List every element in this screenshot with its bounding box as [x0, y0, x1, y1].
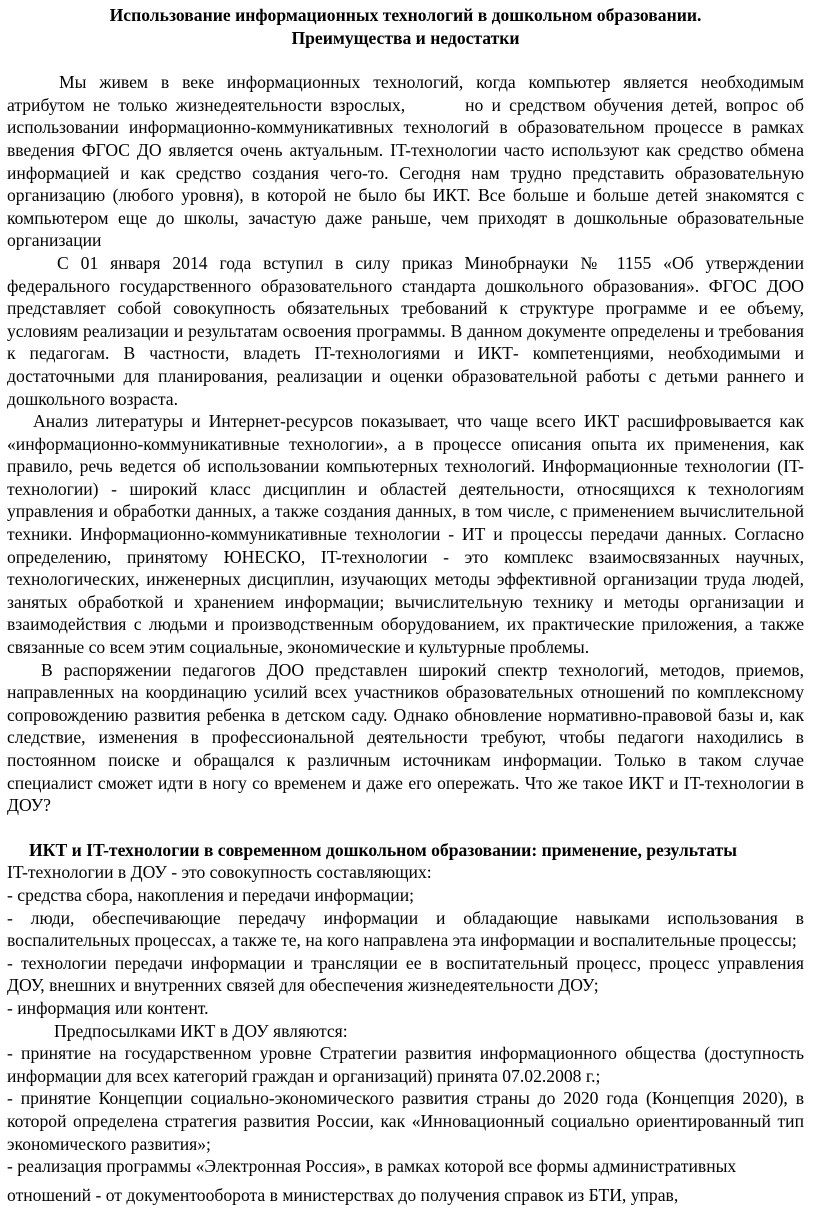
title-line-1: Использование информационных технологий в дошкольном образовании.: [109, 5, 702, 25]
document-title: [7, 4, 804, 49]
paragraph-intro-part-2: но и средством обучения детей, вопрос об использовании информационно-коммуникативных технологий в образовательном процессе в рамках введения ФГОС ДО является очень актуальным. IT-технологии часто используют как средство обмена информацией и как средство создания чего-то. Сегодня нам трудно представить образовательную организацию (любого уровня), в которой не было бы ИКТ. Все больше и больше детей знакомятся с компьютером еще до школы, зачастую даже раньше, чем приходят в дошкольные образовательные организации: [7, 94, 804, 251]
section-heading: ИКТ и IT-технологии в современном дошкольном образовании: применение, результаты: [29, 839, 737, 860]
list-item: - средства сбора, накопления и передачи информации;: [7, 884, 414, 905]
prerequisite-item-continued: отношений - от документооборота в министерствах до получения справок из БТИ, управ,: [7, 1184, 679, 1205]
paragraph-intro: [7, 71, 804, 252]
section-intro: IT-технологии в ДОУ - это совокупность составляющих:: [7, 862, 432, 883]
paragraph-analysis: Анализ литературы и Интернет-ресурсов показывает, что чаще всего ИКТ расшифровывается как «информационно-коммуникативные технологии», а в процессе описания опыта их применения, как правило, речь ведется об использовании компьютерных технологий. Информационные технологии (IT-технологии) - широкий класс дисциплин и областей деятельности, относящихся к технологиям управления и обработки данных, а также создания данных, в том числе, с применением вычислительной техники. Информационно-коммуникативные технологии - ИТ и процессы передачи данных. Согласно определению, принятому ЮНЕСКО, IT-технологии - это комплекс взаимосвязанных научных, технологических, инженерных дисциплин, изучающих методы эффективной организации труда людей, занятых обработкой и хранением информации; вычислительную технику и методы организации и взаимодействия с людьми и производственным оборудованием, их практические приложения, а также связанные со всем этим социальные, экономические и культурные проблемы.: [7, 411, 804, 658]
list-item: - люди, обеспечивающие передачу информации и обладающие навыками использования в воспалительных процессах, а также те, на кого направлена эта информации и воспалительные процессы;: [7, 907, 804, 951]
prerequisites-intro: Предпосылками ИКТ в ДОУ являются:: [54, 1020, 348, 1041]
prerequisite-item: - принятие Концепции социально-экономического развития страны до 2020 года (Концепция 2020), в которой определена стратегия развития России, как «Инновационный социально ориентированный тип экономического развития»;: [7, 1088, 804, 1154]
list-item: - технологии передачи информации и трансляции ее в воспитательный процесс, процесс управления ДОУ, внешних и внутренних связей для обеспечения жизнедеятельности ДОУ;: [7, 952, 804, 996]
prerequisite-item: - принятие на государственном уровне Стратегии развития информационного общества (доступность информации для всех категорий граждан и организаций) принята 07.02.2008 г.;: [7, 1043, 804, 1086]
title-line-2: Преимущества и недостатки: [291, 27, 520, 48]
prerequisite-item: - реализация программы «Электронная Россия», в рамках которой все формы административных: [7, 1156, 737, 1177]
list-item: - информация или контент.: [7, 997, 209, 1018]
paragraph-intro-part-1: Мы живем в веке информационных технологий, когда компьютер является необходимым атрибутом не только жизнедеятельности взрослых,: [7, 72, 804, 115]
spacer: [7, 49, 804, 71]
paragraph-fgos: С 01 января 2014 года вступил в силу приказ Минобрнауки № 1155 «Об утверждении федерального государственного образовательного стандарта дошкольного образования». ФГОС ДОО представляет собой совокупность обязательных требований к структуре программе и ее объему, условиям реализации и результатам освоения программы. В данном документе определены и требования к педагогам. В частности, владеть IT-технологиями и ИКТ- компетенциями, необходимыми и достаточными для планирования, реализации и оценки образовательной работы с детьми раннего и дошкольного возраста.: [7, 252, 804, 409]
paragraph-teachers: В распоряжении педагогов ДОО представлен широкий спектр технологий, методов, приемов, направленных на координацию усилий всех участников образовательных отношений по комплексному сопровождению развития ребенка в детском саду. Однако обновление нормативно-правовой базы и, как следствие, изменения в профессиональной деятельности требуют, чтобы педагоги находились в постоянном поиске и обращался к различным источникам информации. Только в таком случае специалист сможет идти в ногу со временем и даже его опережать. Что же такое ИКТ и IT-технологии в ДОУ?: [7, 659, 804, 816]
